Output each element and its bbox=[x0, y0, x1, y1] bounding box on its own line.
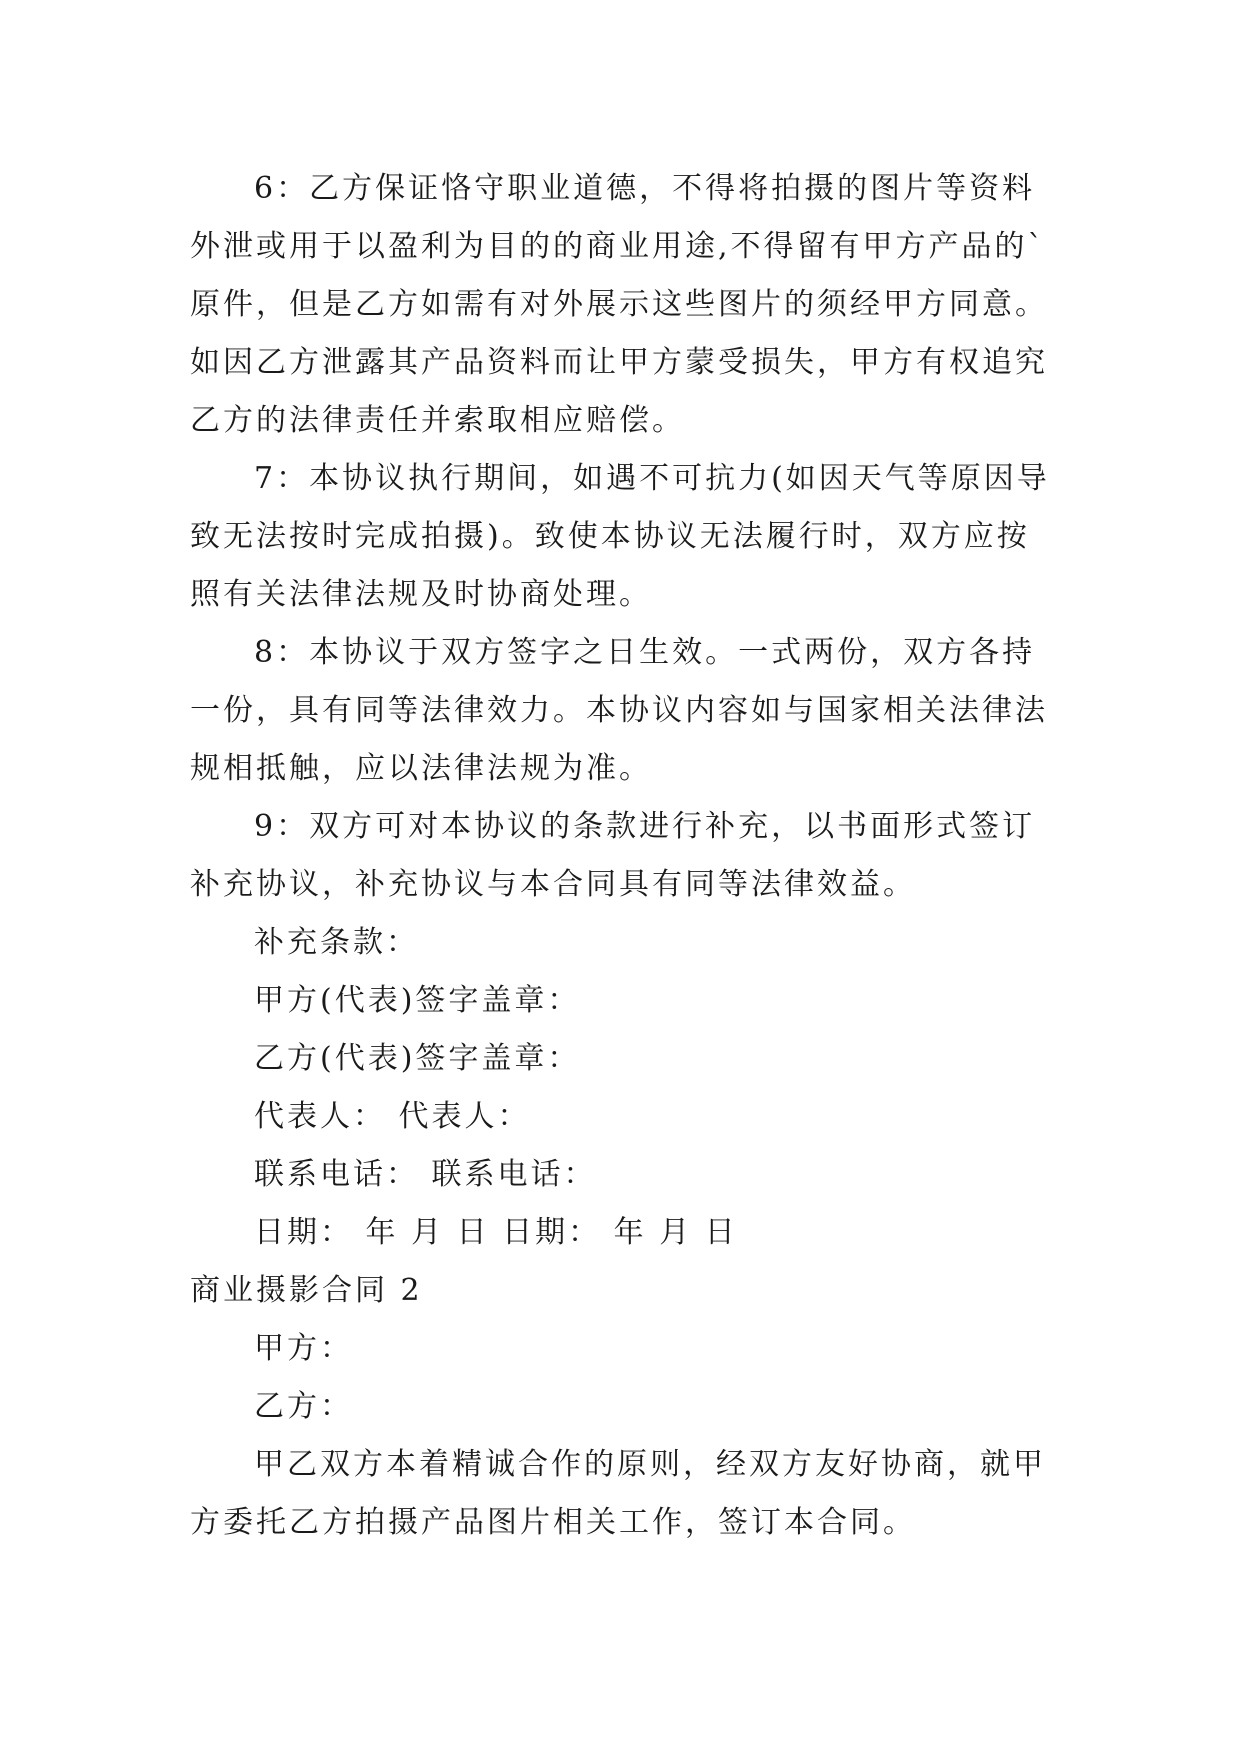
clause-7-line-2: 致无法按时完成拍摄)。致使本协议无法履行时，双方应按 bbox=[190, 519, 1030, 554]
clause-7-line-1: 7：本协议执行期间，如遇不可抗力(如因天气等原因导 bbox=[254, 461, 1050, 496]
contact-phone-line: 联系电话： 联系电话： bbox=[254, 1157, 597, 1192]
clause-8-line-1: 8：本协议于双方签字之日生效。一式两份，双方各持 bbox=[254, 635, 1036, 670]
clause-8-line-3: 规相抵触，应以法律法规为准。 bbox=[190, 751, 652, 786]
contract-2-title: 商业摄影合同 2 bbox=[190, 1273, 423, 1308]
clause-6-line-3: 原件，但是乙方如需有对外展示这些图片的须经甲方同意。 bbox=[190, 287, 1048, 322]
clause-6-line-1: 6：乙方保证恪守职业道德，不得将拍摄的图片等资料 bbox=[254, 171, 1036, 206]
party-b-signature-line: 乙方(代表)签字盖章： bbox=[254, 1041, 581, 1076]
date-line: 日期： 年 月 日 日期： 年 月 日 bbox=[254, 1215, 738, 1250]
document-body bbox=[190, 160, 1090, 1552]
clause-8-line-2: 一份，具有同等法律效力。本协议内容如与国家相关法律法 bbox=[190, 693, 1048, 728]
clause-6-line-5: 乙方的法律责任并索取相应赔偿。 bbox=[190, 403, 685, 438]
clause-9-line-2: 补充协议，补充协议与本合同具有同等法律效益。 bbox=[190, 867, 916, 902]
party-a-label: 甲方： bbox=[254, 1331, 353, 1366]
clause-7-line-3: 照有关法律法规及时协商处理。 bbox=[190, 577, 652, 612]
clause-6-line-2: 外泄或用于以盈利为目的的商业用途,不得留有甲方产品的` bbox=[190, 229, 1046, 264]
clause-6-line-4: 如因乙方泄露其产品资料而让甲方蒙受损失，甲方有权追究 bbox=[190, 345, 1048, 380]
supplementary-terms-label: 补充条款： bbox=[254, 925, 419, 960]
representative-line: 代表人： 代表人： bbox=[254, 1099, 531, 1134]
preamble-line-1: 甲乙双方本着精诚合作的原则，经双方友好协商，就甲 bbox=[254, 1447, 1046, 1482]
preamble-line-2: 方委托乙方拍摄产品图片相关工作，签订本合同。 bbox=[190, 1505, 916, 1540]
clause-9-line-1: 9：双方可对本协议的条款进行补充，以书面形式签订 bbox=[254, 809, 1036, 844]
party-b-label: 乙方： bbox=[254, 1389, 353, 1424]
party-a-signature-line: 甲方(代表)签字盖章： bbox=[254, 983, 581, 1018]
